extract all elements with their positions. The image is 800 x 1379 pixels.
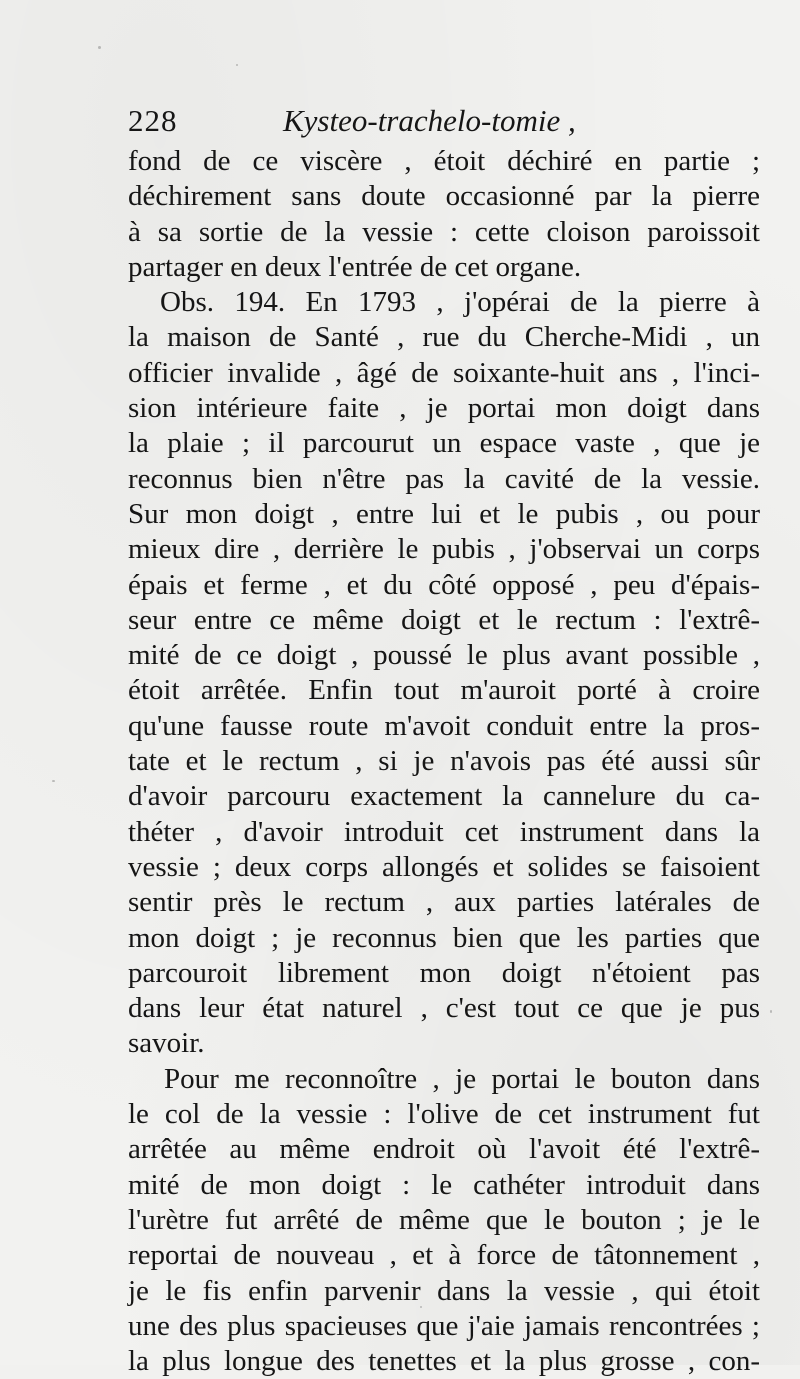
- text-line: Pour me reconnoître , je portai le bouton dans: [164, 1062, 760, 1095]
- page-number: 228: [128, 103, 178, 138]
- text-line: officier invalide , âgé de soixante-huit ans , l'inci-: [128, 356, 760, 389]
- text-line: vessie ; deux corps allongés et solides se faisoient: [128, 850, 760, 883]
- text-line: mieux dire , derrière le pubis , j'observai un corps: [128, 533, 760, 566]
- body-text: [128, 144, 760, 1379]
- text-line: savoir.: [128, 1027, 205, 1060]
- text-line: reportai de nouveau , et à force de tâtonnement ,: [128, 1239, 760, 1272]
- text-line: l'urètre fut arrêté de même que le bouton ; je le: [128, 1203, 760, 1236]
- text-line: une des plus spacieuses que j'aie jamais rencontrées ;: [128, 1309, 760, 1342]
- running-title: Kysteo-trachelo-tomie ,: [283, 103, 576, 138]
- text-line: d'avoir parcouru exactement la cannelure du ca-: [128, 780, 760, 813]
- page-header: [128, 103, 748, 143]
- text-line: la plaie ; il parcourut un espace vaste , que je: [128, 427, 760, 460]
- text-line: le col de la vessie : l'olive de cet instrument fut: [128, 1098, 760, 1131]
- text-line: partager en deux l'entrée de cet organe.: [128, 250, 582, 283]
- text-line: mité de mon doigt : le cathéter introduit dans: [128, 1168, 760, 1201]
- text-line: mon doigt ; je reconnus bien que les parties que: [128, 921, 760, 954]
- text-line: reconnus bien n'être pas la cavité de la vessie.: [128, 462, 760, 495]
- text-line: arrêtée au même endroit où l'avoit été l'extrê-: [128, 1133, 760, 1166]
- text-line: la maison de Santé , rue du Cherche-Midi , un: [128, 321, 760, 354]
- text-line: parcouroit librement mon doigt n'étoient pas: [128, 956, 760, 989]
- text-line: théter , d'avoir introduit cet instrument dans la: [128, 815, 760, 848]
- text-line: qu'une fausse route m'avoit conduit entre la pros-: [128, 709, 760, 742]
- text-line: sion intérieure faite , je portai mon doigt dans: [128, 392, 760, 425]
- text-line: à sa sortie de la vessie : cette cloison paroissoit: [128, 215, 760, 248]
- text-line: tate et le rectum , si je n'avois pas été aussi sûr: [128, 745, 760, 778]
- text-line: seur entre ce même doigt et le rectum : l'extrê-: [128, 603, 760, 636]
- text-line: déchirement sans doute occasionné par la pierre: [128, 180, 760, 213]
- text-line: étoit arrêtée. Enfin tout m'auroit porté à croire: [128, 674, 760, 707]
- text-line: la plus longue des tenettes et la plus grosse , con-: [128, 1345, 760, 1378]
- text-line: sentir près le rectum , aux parties latérales de: [128, 886, 760, 919]
- text-line: épais et ferme , et du côté opposé , peu d'épais-: [128, 568, 760, 601]
- text-line: je le fis enfin parvenir dans la vessie , qui étoit: [128, 1274, 760, 1307]
- text-line: dans leur état naturel , c'est tout ce que je pus: [128, 992, 760, 1025]
- text-line: fond de ce viscère , étoit déchiré en partie ;: [128, 145, 760, 177]
- text-line: Sur mon doigt , entre lui et le pubis , ou pour: [128, 497, 760, 530]
- text-line: mité de ce doigt , poussé le plus avant possible ,: [128, 639, 760, 672]
- text-line: Obs. 194. En 1793 , j'opérai de la pierre à: [160, 286, 760, 319]
